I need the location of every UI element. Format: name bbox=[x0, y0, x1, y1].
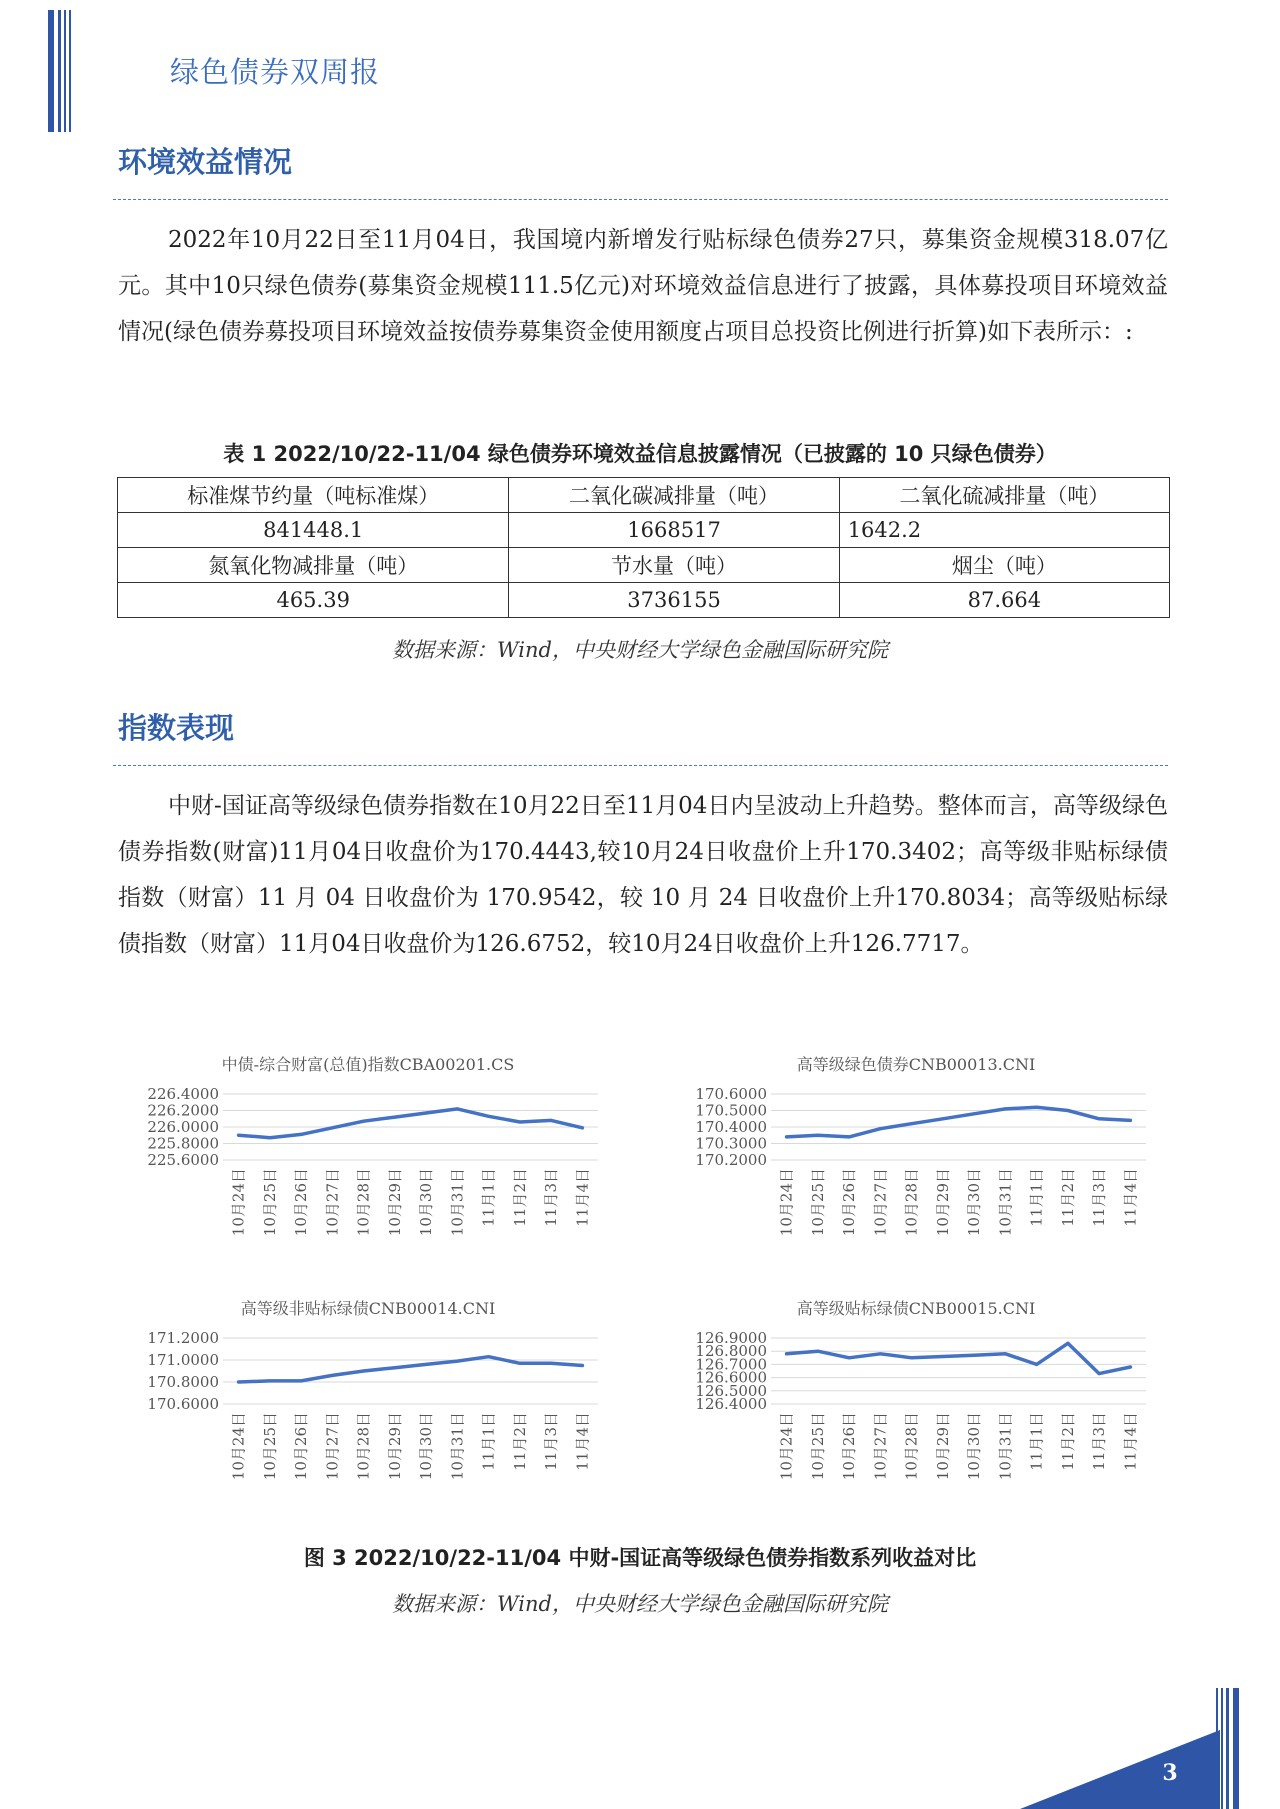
data-point bbox=[941, 1117, 944, 1120]
data-point bbox=[785, 1352, 788, 1355]
data-point bbox=[331, 1374, 334, 1377]
x-tick-label: 10月31日 bbox=[996, 1168, 1015, 1237]
line-chart-svg bbox=[666, 1296, 1166, 1521]
x-tick-label: 11月2日 bbox=[1058, 1168, 1077, 1227]
x-tick-label: 10月26日 bbox=[840, 1168, 859, 1237]
x-tick-label: 10月24日 bbox=[229, 1412, 248, 1481]
chart-title: 高等级绿色债券CNB00013.CNI bbox=[796, 1055, 1036, 1074]
x-tick-label: 10月28日 bbox=[902, 1412, 921, 1481]
data-point bbox=[300, 1133, 303, 1136]
x-tick-label: 10月26日 bbox=[840, 1412, 859, 1481]
x-tick-label: 10月29日 bbox=[933, 1412, 952, 1481]
x-tick-label: 10月30日 bbox=[417, 1168, 436, 1237]
page-number: 3 bbox=[1162, 1760, 1178, 1786]
x-tick-label: 11月1日 bbox=[479, 1412, 498, 1471]
x-tick-label: 10月30日 bbox=[417, 1412, 436, 1481]
table-row bbox=[118, 583, 1170, 618]
data-point bbox=[487, 1115, 490, 1118]
footer-decoration-bars bbox=[1216, 1688, 1246, 1809]
x-tick-label: 10月24日 bbox=[229, 1168, 248, 1237]
section-title-environment: 环境效益情况 bbox=[118, 145, 293, 179]
y-tick-label: 170.6000 bbox=[695, 1085, 767, 1103]
footer-corner-decoration bbox=[1020, 1730, 1220, 1809]
environment-paragraph bbox=[118, 217, 1168, 355]
data-point bbox=[362, 1370, 365, 1373]
x-tick-label: 11月1日 bbox=[1027, 1412, 1046, 1471]
x-tick-label: 11月4日 bbox=[1121, 1168, 1140, 1227]
y-tick-label: 226.4000 bbox=[147, 1085, 219, 1103]
data-point bbox=[816, 1134, 819, 1137]
y-tick-label: 226.0000 bbox=[147, 1118, 219, 1136]
data-point bbox=[848, 1135, 851, 1138]
data-point bbox=[941, 1355, 944, 1358]
table-cell: 节水量（吨） bbox=[509, 548, 839, 583]
y-tick-label: 170.8000 bbox=[147, 1373, 219, 1391]
data-point bbox=[550, 1119, 553, 1122]
data-point bbox=[973, 1354, 976, 1357]
data-point bbox=[581, 1364, 584, 1367]
x-tick-label: 10月31日 bbox=[996, 1412, 1015, 1481]
table-cell: 841448.1 bbox=[118, 513, 509, 548]
data-point bbox=[425, 1363, 428, 1366]
section-divider bbox=[113, 765, 1168, 766]
section-title-index: 指数表现 bbox=[118, 711, 235, 745]
data-point bbox=[393, 1116, 396, 1119]
x-tick-label: 10月27日 bbox=[323, 1412, 342, 1481]
x-tick-label: 10月27日 bbox=[323, 1168, 342, 1237]
chart-cba00201 bbox=[118, 1052, 618, 1277]
table-row bbox=[118, 478, 1170, 513]
x-tick-label: 10月31日 bbox=[448, 1412, 467, 1481]
data-point bbox=[393, 1366, 396, 1369]
data-point bbox=[331, 1126, 334, 1129]
x-tick-label: 11月1日 bbox=[1027, 1168, 1046, 1227]
data-point bbox=[879, 1127, 882, 1130]
y-tick-label: 126.4000 bbox=[695, 1395, 767, 1413]
x-tick-label: 10月25日 bbox=[260, 1168, 279, 1237]
environment-benefit-table bbox=[117, 477, 1170, 618]
y-tick-label: 225.8000 bbox=[147, 1134, 219, 1153]
header-decoration-bars bbox=[48, 10, 78, 132]
table-caption: 表 1 2022/10/22-11/04 绿色债券环境效益信息披露情况（已披露的 10 只绿色债券） bbox=[223, 442, 1057, 466]
data-point bbox=[1004, 1107, 1007, 1110]
chart-cnb00015 bbox=[666, 1296, 1166, 1521]
data-point bbox=[237, 1381, 240, 1384]
x-tick-label: 10月29日 bbox=[385, 1168, 404, 1237]
x-tick-label: 10月26日 bbox=[292, 1168, 311, 1237]
data-point bbox=[550, 1362, 553, 1365]
x-tick-label: 10月27日 bbox=[871, 1412, 890, 1481]
data-point bbox=[1098, 1117, 1101, 1120]
y-tick-label: 126.5000 bbox=[695, 1381, 767, 1400]
report-title: 绿色债券双周报 bbox=[170, 55, 381, 89]
data-point bbox=[879, 1352, 882, 1355]
x-tick-label: 11月3日 bbox=[542, 1412, 561, 1471]
table-cell: 465.39 bbox=[118, 583, 509, 618]
table-cell: 烟尘（吨） bbox=[839, 548, 1169, 583]
table-row bbox=[118, 513, 1170, 548]
line-chart-svg bbox=[118, 1052, 618, 1277]
data-point bbox=[425, 1111, 428, 1114]
figure-caption: 图 3 2022/10/22-11/04 中财-国证高等级绿色债券指数系列收益对比 bbox=[303, 1546, 977, 1570]
table-row bbox=[118, 548, 1170, 583]
data-point bbox=[973, 1112, 976, 1115]
series-line bbox=[239, 1109, 583, 1138]
y-tick-label: 171.0000 bbox=[147, 1351, 219, 1369]
y-tick-label: 126.8000 bbox=[695, 1342, 767, 1361]
chart-title: 高等级非贴标绿债CNB00014.CNI bbox=[240, 1299, 496, 1318]
x-tick-label: 10月28日 bbox=[354, 1168, 373, 1237]
table-cell: 3736155 bbox=[509, 583, 839, 618]
y-tick-label: 225.6000 bbox=[147, 1151, 219, 1169]
data-point bbox=[910, 1356, 913, 1359]
table-cell: 1642.2 bbox=[839, 513, 1169, 548]
x-tick-label: 11月1日 bbox=[479, 1168, 498, 1227]
data-point bbox=[816, 1350, 819, 1353]
data-point bbox=[581, 1126, 584, 1129]
section-divider bbox=[113, 199, 1168, 200]
y-tick-label: 171.2000 bbox=[147, 1329, 219, 1347]
x-tick-label: 10月29日 bbox=[933, 1168, 952, 1237]
data-point bbox=[237, 1134, 240, 1137]
y-tick-label: 126.9000 bbox=[695, 1329, 767, 1347]
data-point bbox=[1129, 1366, 1132, 1369]
x-tick-label: 10月25日 bbox=[260, 1412, 279, 1481]
y-tick-label: 226.2000 bbox=[147, 1101, 219, 1120]
figure-source: 数据来源：Wind，中央财经大学绿色金融国际研究院 bbox=[392, 1592, 888, 1616]
x-tick-label: 11月4日 bbox=[573, 1412, 592, 1471]
x-tick-label: 10月26日 bbox=[292, 1412, 311, 1481]
x-tick-label: 11月2日 bbox=[510, 1168, 529, 1227]
x-tick-label: 10月28日 bbox=[902, 1168, 921, 1237]
series-line bbox=[787, 1343, 1131, 1373]
data-point bbox=[785, 1135, 788, 1138]
y-tick-label: 126.6000 bbox=[695, 1368, 767, 1387]
y-tick-label: 170.5000 bbox=[695, 1101, 767, 1120]
x-tick-label: 10月30日 bbox=[965, 1168, 984, 1237]
series-line bbox=[787, 1107, 1131, 1137]
x-tick-label: 10月24日 bbox=[777, 1412, 796, 1481]
chart-cnb00014 bbox=[118, 1296, 618, 1521]
x-tick-label: 10月28日 bbox=[354, 1412, 373, 1481]
y-tick-label: 170.4000 bbox=[695, 1118, 767, 1136]
table-cell: 氮氧化物减排量（吨） bbox=[118, 548, 509, 583]
x-tick-label: 10月25日 bbox=[808, 1168, 827, 1237]
x-tick-label: 10月24日 bbox=[777, 1168, 796, 1237]
table-cell: 二氧化硫减排量（吨） bbox=[839, 478, 1169, 513]
data-point bbox=[848, 1356, 851, 1359]
line-chart-svg bbox=[118, 1296, 618, 1521]
chart-title: 中债-综合财富(总值)指数CBA00201.CS bbox=[221, 1055, 515, 1074]
y-tick-label: 170.2000 bbox=[695, 1151, 767, 1169]
table-cell: 二氧化碳减排量（吨） bbox=[509, 478, 839, 513]
data-point bbox=[456, 1107, 459, 1110]
x-tick-label: 10月27日 bbox=[871, 1168, 890, 1237]
x-tick-label: 10月30日 bbox=[965, 1412, 984, 1481]
chart-cnb00013 bbox=[666, 1052, 1166, 1277]
x-tick-label: 11月3日 bbox=[1090, 1168, 1109, 1227]
x-tick-label: 10月31日 bbox=[448, 1168, 467, 1237]
data-point bbox=[1129, 1119, 1132, 1122]
data-point bbox=[487, 1355, 490, 1358]
x-tick-label: 11月4日 bbox=[1121, 1412, 1140, 1471]
data-point bbox=[1004, 1352, 1007, 1355]
chart-title: 高等级贴标绿债CNB00015.CNI bbox=[796, 1299, 1036, 1318]
data-point bbox=[1066, 1342, 1069, 1345]
x-tick-label: 11月3日 bbox=[1090, 1412, 1109, 1471]
line-chart-svg bbox=[666, 1052, 1166, 1277]
y-tick-label: 170.3000 bbox=[695, 1134, 767, 1153]
data-point bbox=[268, 1136, 271, 1139]
data-point bbox=[1066, 1109, 1069, 1112]
data-point bbox=[1098, 1372, 1101, 1375]
x-tick-label: 10月25日 bbox=[808, 1412, 827, 1481]
y-tick-label: 126.7000 bbox=[695, 1355, 767, 1374]
y-tick-label: 170.6000 bbox=[147, 1395, 219, 1413]
table-cell: 标准煤节约量（吨标准煤） bbox=[118, 478, 509, 513]
index-paragraph bbox=[118, 783, 1168, 967]
x-tick-label: 11月2日 bbox=[510, 1412, 529, 1471]
x-tick-label: 10月29日 bbox=[385, 1412, 404, 1481]
index-text: 中财-国证高等级绿色债券指数在10月22日至11月04日内呈波动上升趋势。整体而言，高等级绿色债券指数(财富)11月04日收盘价为170.4443,较10月24日收盘价上升170.3402；高等级非贴标绿债指数（财富）11 月 04 日收盘价为 170.9542，较 10 月 24 日收盘价上升170.8034；高等级贴标绿债指数（财富）11月04日收盘价为126.6752，较10月24日收盘价上升126.7717。 bbox=[118, 793, 1168, 957]
x-tick-label: 11月4日 bbox=[573, 1168, 592, 1227]
environment-text: 2022年10月22日至11月04日，我国境内新增发行贴标绿色债券27只，募集资金规模318.07亿元。其中10只绿色债券(募集资金规模111.5亿元)对环境效益信息进行了披露，具体募投项目环境效益情况(绿色债券募投项目环境效益按债券募集资金使用额度占项目总投资比例进行折算)如下表所示：: bbox=[118, 227, 1168, 345]
x-tick-label: 11月2日 bbox=[1058, 1412, 1077, 1471]
table-cell: 87.664 bbox=[839, 583, 1169, 618]
data-point bbox=[518, 1121, 521, 1124]
x-tick-label: 11月3日 bbox=[542, 1168, 561, 1227]
data-point bbox=[456, 1360, 459, 1363]
data-point bbox=[1035, 1363, 1038, 1366]
table-cell: 1668517 bbox=[509, 513, 839, 548]
data-point bbox=[1035, 1106, 1038, 1109]
data-point bbox=[362, 1120, 365, 1123]
table-source: 数据来源：Wind，中央财经大学绿色金融国际研究院 bbox=[392, 638, 888, 662]
data-point bbox=[910, 1122, 913, 1125]
data-point bbox=[300, 1379, 303, 1382]
data-point bbox=[268, 1379, 271, 1382]
data-point bbox=[518, 1362, 521, 1365]
